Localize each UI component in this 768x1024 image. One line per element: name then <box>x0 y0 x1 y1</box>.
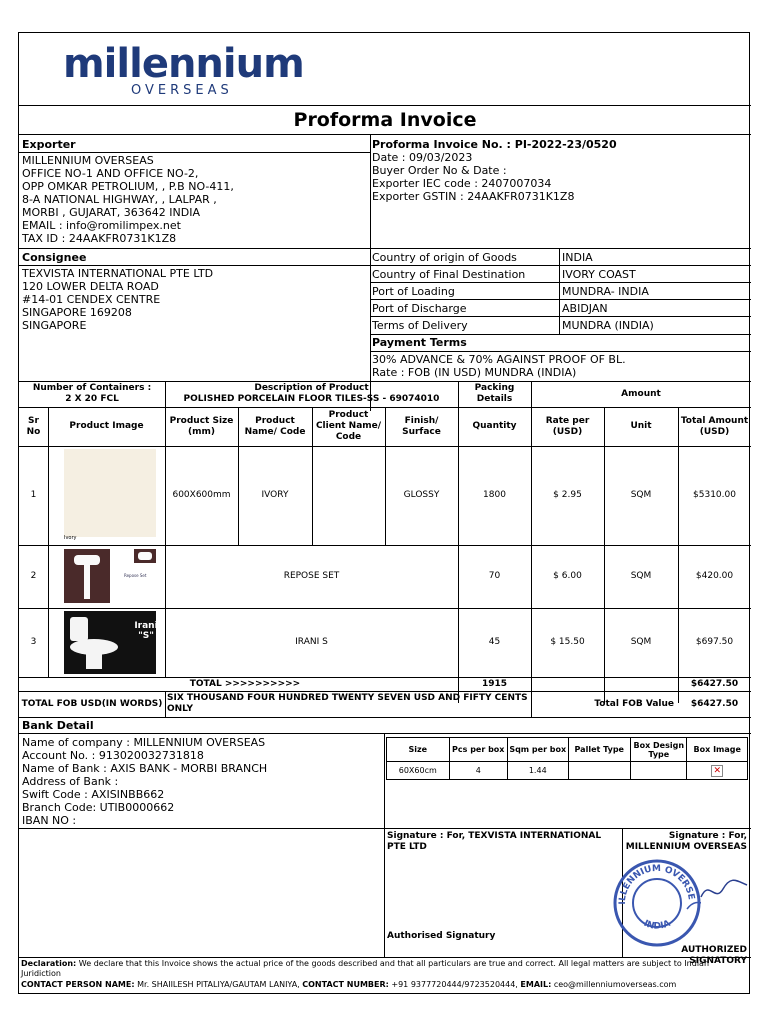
divider <box>19 248 751 249</box>
exporter-heading: Exporter <box>22 138 76 151</box>
words-label: TOTAL FOB USD(IN WORDS) <box>21 698 163 709</box>
row-total: $5310.00 <box>693 490 736 500</box>
exporter-signature-company: MILLENNIUM OVERSEAS <box>625 842 747 852</box>
exporter-address <box>22 154 367 245</box>
containers-header <box>19 381 165 407</box>
exporter-tax-id: TAX ID : 24AAKFR0731K1Z8 <box>22 232 177 245</box>
logo-wordmark: millennium <box>63 41 304 87</box>
row-client <box>312 446 385 545</box>
exporter-line: 8-A NATIONAL HIGHWAY, , LALPAR , <box>22 193 217 206</box>
divider <box>531 691 532 717</box>
authorized-signatory: AUTHORIZED SIGNATORY <box>681 945 747 966</box>
amount-header: Amount <box>621 388 661 399</box>
row-description: REPOSE SET <box>283 571 340 581</box>
contact-person-value: Mr. SHAIILESH PITALIYA/GAUTAM LANIYA, <box>134 980 303 989</box>
payment-terms <box>372 353 626 379</box>
divider <box>370 265 751 266</box>
bank-details <box>22 736 382 827</box>
ivory-tile-image <box>64 449 156 537</box>
row-name: IVORY <box>261 490 289 500</box>
divider <box>531 677 532 691</box>
row-unit: SQM <box>630 637 652 647</box>
payment-line: Rate : FOB (IN USD) MUNDRA (INDIA) <box>372 366 577 379</box>
bank-account: Account No. : 913020032731818 <box>22 749 204 762</box>
box-design <box>631 762 687 780</box>
words-value: SIX THOUSAND FOUR HUNDRED TWENTY SEVEN USD AND FIFTY CENTS ONLY <box>167 693 528 714</box>
consignee-signature-label: Signature : For, TEXVISTA INTERNATIONAL PTE LTD <box>387 831 602 852</box>
box-pallet <box>568 762 631 780</box>
consignee-line: SINGAPORE <box>22 319 87 332</box>
box-sqm: 1.44 <box>508 762 569 780</box>
iec-code: Exporter IEC code : 2407007034 <box>372 177 552 190</box>
fob-label: Total FOB Value <box>594 698 674 709</box>
bank-name: Name of Bank : AXIS BANK - MORBI BRANCH <box>22 762 268 775</box>
divider <box>19 152 370 153</box>
column-header: Product Size (mm) <box>169 415 234 437</box>
email-value: ceo@millenniumoverseas.com <box>551 980 677 989</box>
payment-line: 30% ADVANCE & 70% AGAINST PROOF OF BL. <box>372 353 626 366</box>
box-image <box>687 762 748 780</box>
box-table-row <box>387 762 748 780</box>
consignee-authorised: Authorised Signatury <box>387 931 496 941</box>
exporter-line: MORBI , GUJARAT, 363642 INDIA <box>22 206 201 219</box>
document-title: Proforma Invoice <box>19 105 751 135</box>
origin-value: INDIA <box>562 251 593 264</box>
divider <box>165 691 166 717</box>
svg-text:Repose Set: Repose Set <box>124 573 147 578</box>
repose-set-image <box>64 549 156 603</box>
invoice-number: Proforma Invoice No. : PI-2022-23/0520 <box>372 138 617 151</box>
contact-line <box>21 980 749 990</box>
signature-scribble <box>699 875 749 905</box>
bank-heading: Bank Detail <box>22 719 94 732</box>
svg-text:INDIA: INDIA <box>641 918 672 932</box>
declaration <box>21 959 749 979</box>
row-qty: 45 <box>488 637 501 647</box>
row-description: IRANI S <box>295 637 328 647</box>
row-qty: 1800 <box>483 490 506 500</box>
column-header: Finish/ Surface <box>402 415 441 437</box>
divider <box>559 248 560 334</box>
box-size: 60X60cm <box>387 762 450 780</box>
row-sr: 2 <box>30 571 37 581</box>
image-caption: Ivory <box>64 535 77 541</box>
destination-label: Country of Final Destination <box>372 268 526 281</box>
consignee-address <box>22 267 367 332</box>
box-col-header: Pallet Type <box>568 738 631 762</box>
description-value: POLISHED PORCELAIN FLOOR TILES-SS - 69074010 <box>183 394 440 404</box>
divider <box>19 717 751 718</box>
consignee-line: TEXVISTA INTERNATIONAL PTE LTD <box>22 267 214 280</box>
divider <box>19 828 751 829</box>
bank-branch: Branch Code: UTIB0000662 <box>22 801 175 814</box>
consignee-heading: Consignee <box>22 251 87 264</box>
column-header: Product Name/ Code <box>244 415 306 437</box>
invoice-page <box>18 32 750 994</box>
company-stamp <box>613 859 701 947</box>
divider <box>370 334 751 335</box>
column-header: Quantity <box>472 421 517 431</box>
box-col-header: Pcs per box <box>449 738 507 762</box>
divider <box>370 351 751 352</box>
description-label: Description of Product <box>254 383 369 393</box>
row-sr: 1 <box>30 490 37 500</box>
exporter-signature-line: Signature : For, <box>668 831 747 841</box>
total-label: TOTAL >>>>>>>>>> <box>189 678 301 689</box>
total-amount: $6427.50 <box>690 678 739 689</box>
destination-value: IVORY COAST <box>562 268 636 281</box>
bank-swift: Swift Code : AXISINBB662 <box>22 788 165 801</box>
box-col-header: Sqm per box <box>508 738 569 762</box>
contact-number-value: +91 9377720444/9723520444, <box>388 980 521 989</box>
bank-iban: IBAN NO : <box>22 814 77 827</box>
divider <box>370 299 751 300</box>
divider <box>19 265 370 266</box>
delivery-label: Terms of Delivery <box>372 319 468 332</box>
divider <box>19 677 751 678</box>
total-qty: 1915 <box>481 678 508 689</box>
origin-label: Country of origin of Goods <box>372 251 517 264</box>
row-rate: $ 2.95 <box>553 490 582 500</box>
row-size: 600X600mm <box>172 490 231 500</box>
invoice-details <box>372 151 574 203</box>
column-header: Unit <box>630 421 652 431</box>
box-col-header: Size <box>387 738 450 762</box>
containers-label: Number of Containers : <box>32 383 152 393</box>
divider <box>370 316 751 317</box>
divider <box>370 135 371 411</box>
image-caption: Irani "S" <box>134 621 158 641</box>
bank-company: Name of company : MILLENNIUM OVERSEAS <box>22 736 266 749</box>
divider <box>165 381 166 407</box>
consignee-line: 120 LOWER DELTA ROAD <box>22 280 159 293</box>
declaration-label: Declaration: <box>21 959 77 968</box>
row-sr: 3 <box>30 637 37 647</box>
discharge-value: ABIDJAN <box>562 302 608 315</box>
exporter-line: OFFICE NO-1 AND OFFICE NO-2, <box>22 167 199 180</box>
box-pcs: 4 <box>449 762 507 780</box>
discharge-label: Port of Discharge <box>372 302 467 315</box>
box-col-header: Box Image <box>687 738 748 762</box>
row-unit: SQM <box>630 571 652 581</box>
divider <box>370 282 751 283</box>
column-header: Sr No <box>26 415 41 437</box>
company-logo <box>19 33 751 105</box>
broken-image-icon: ✕ <box>711 765 723 777</box>
packing-header: Packing Details <box>474 383 515 404</box>
loading-value: MUNDRA- INDIA <box>562 285 649 298</box>
box-col-header: Box Design Type <box>631 738 687 762</box>
row-rate: $ 15.50 <box>550 637 585 647</box>
row-total: $420.00 <box>695 571 734 581</box>
divider <box>384 733 385 957</box>
containers-value: 2 X 20 FCL <box>65 394 119 404</box>
bank-address: Address of Bank : <box>22 775 119 788</box>
buyer-order: Buyer Order No & Date : <box>372 164 507 177</box>
description-header <box>165 381 458 407</box>
row-rate: $ 6.00 <box>553 571 582 581</box>
gstin: Exporter GSTIN : 24AAKFR0731K1Z8 <box>372 190 575 203</box>
row-unit: SQM <box>630 490 652 500</box>
consignee-line: SINGAPORE 169208 <box>22 306 132 319</box>
row-total: $697.50 <box>695 637 734 647</box>
row-qty: 70 <box>488 571 501 581</box>
column-header: Total Amount (USD) <box>680 415 749 437</box>
column-header: Product Image <box>69 421 144 431</box>
invoice-date: Date : 09/03/2023 <box>372 151 473 164</box>
exporter-line: MILLENNIUM OVERSEAS <box>22 154 154 167</box>
divider <box>458 381 459 407</box>
delivery-value: MUNDRA (INDIA) <box>562 319 654 332</box>
exporter-line: OPP OMKAR PETROLIUM, , P.B NO-411, <box>22 180 234 193</box>
fob-value: $6427.50 <box>690 698 739 709</box>
loading-label: Port of Loading <box>372 285 455 298</box>
divider <box>48 407 49 677</box>
divider <box>531 381 532 407</box>
payment-heading: Payment Terms <box>372 336 467 349</box>
contact-number-label: CONTACT NUMBER: <box>302 980 389 989</box>
column-header: Rate per (USD) <box>545 415 590 437</box>
divider <box>19 733 751 734</box>
column-header: Product Client Name/ Code <box>315 410 382 442</box>
exporter-signature-label <box>625 831 747 853</box>
box-table-header <box>387 738 748 762</box>
consignee-line: #14-01 CENDEX CENTRE <box>22 293 161 306</box>
svg-text:MILLENNIUM OVERSEAS: ILLENNIUM OVERSE <box>617 863 696 905</box>
declaration-text: We declare that this Invoice shows the actual price of the goods described and that all particulars are true and correct. All legal matters are subject to Indian Juridiction <box>21 959 710 978</box>
logo-subtitle: OVERSEAS <box>131 83 233 98</box>
box-table <box>386 737 748 780</box>
row-finish: GLOSSY <box>403 490 440 500</box>
email-label: EMAIL: <box>520 980 552 989</box>
contact-person-label: CONTACT PERSON NAME: <box>21 980 135 989</box>
exporter-email: EMAIL : info@romilimpex.net <box>22 219 181 232</box>
divider <box>19 957 751 958</box>
